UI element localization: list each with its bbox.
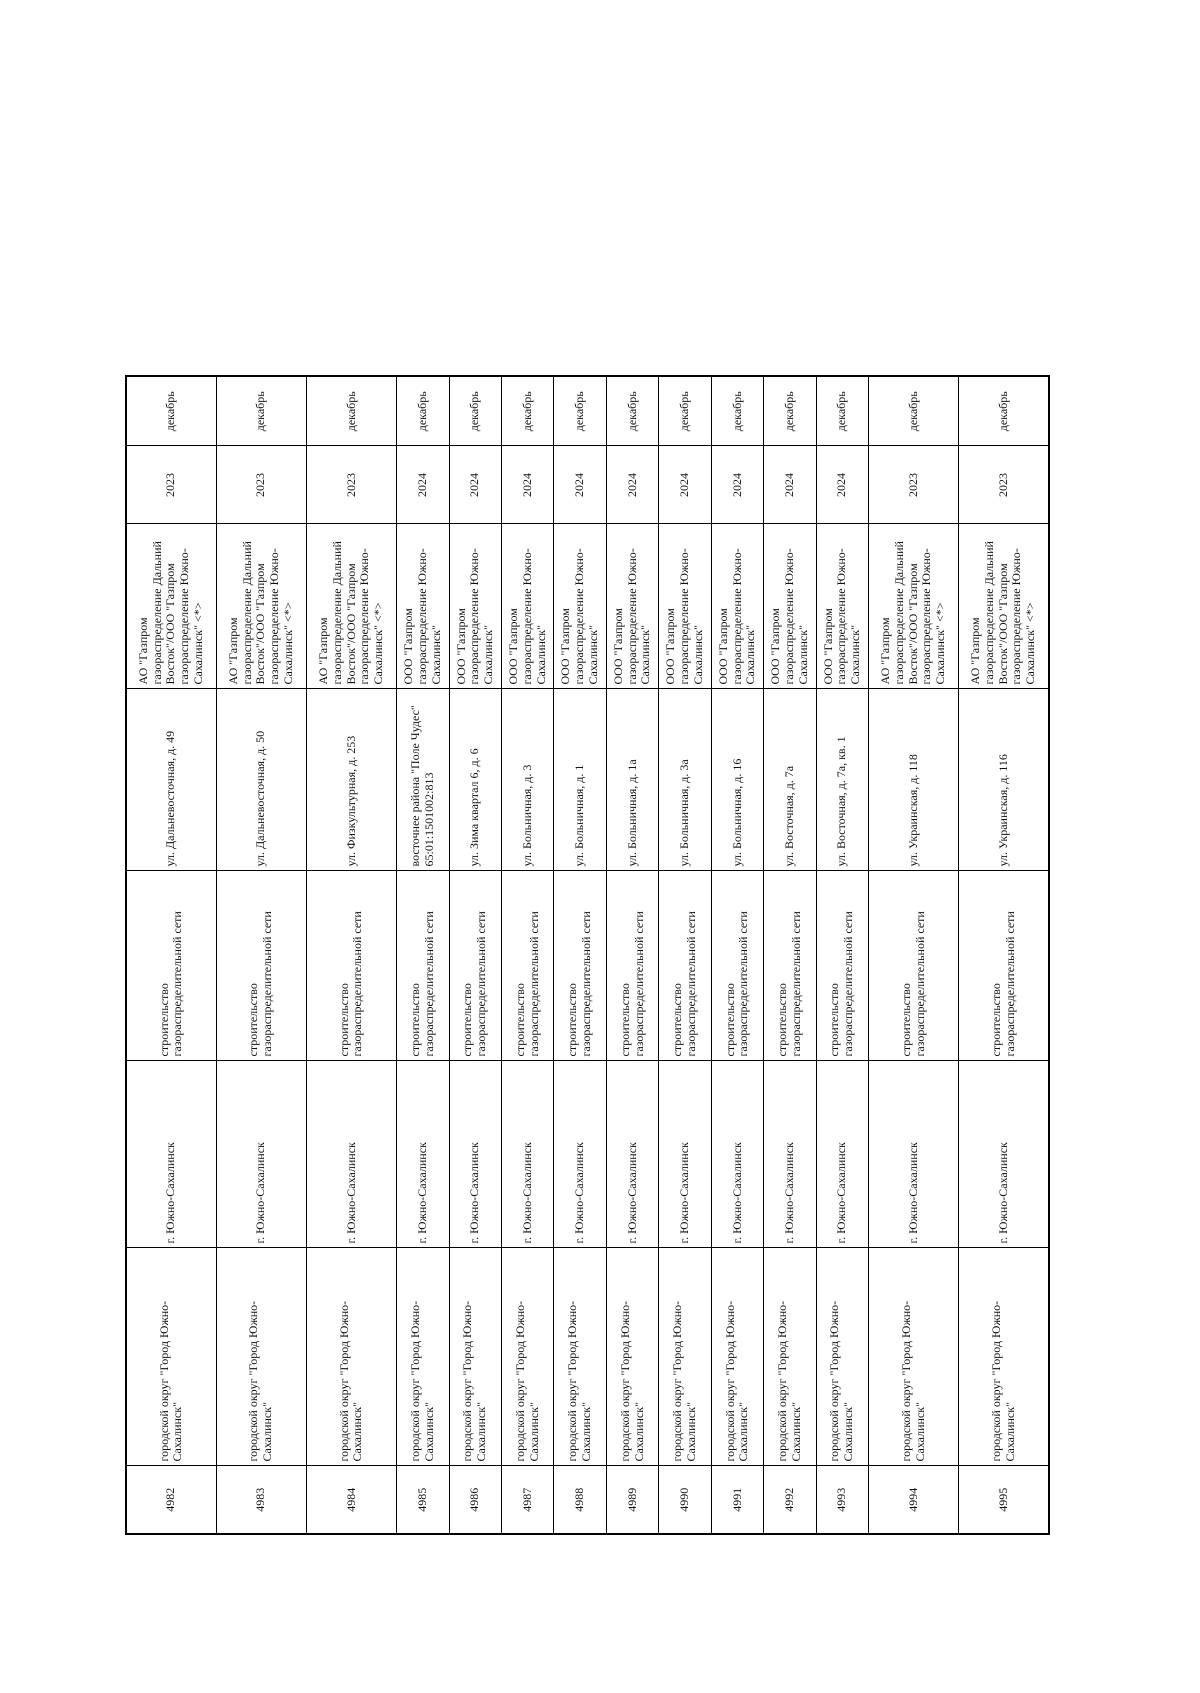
operator-cell: АО "Газпром газораспределение Дальний Восток"/ООО "Газпром газораспределение Южно-Сахалинск" <*>: [216, 524, 306, 689]
address-cell: ул. Восточная, д. 7а, кв. 1: [816, 689, 868, 871]
year-cell: 2023: [126, 446, 216, 524]
year-cell: 2024: [397, 446, 449, 524]
year-cell: 2023: [216, 446, 306, 524]
address-cell: ул. Больничная, д. 16: [711, 689, 763, 871]
locality-cell: г. Южно-Сахалинск: [959, 1061, 1049, 1248]
year-cell: 2024: [501, 446, 553, 524]
municipality-cell: городской округ "Город Южно-Сахалинск": [606, 1248, 658, 1466]
address-cell: ул. Физкультурная, д. 253: [306, 689, 396, 871]
row-number-cell: 4994: [869, 1466, 959, 1534]
municipality-cell: городской округ "Город Южно-Сахалинск": [501, 1248, 553, 1466]
municipality-cell: городской округ "Город Южно-Сахалинск": [959, 1248, 1049, 1466]
month-cell: декабрь: [126, 376, 216, 446]
locality-cell: г. Южно-Сахалинск: [711, 1061, 763, 1248]
table-row: [449, 376, 501, 1534]
work-type-cell: строительство газораспределительной сети: [659, 871, 711, 1061]
operator-cell: АО "Газпром газораспределение Дальний Восток"/ООО "Газпром газораспределение Южно-Сахалинск" <*>: [869, 524, 959, 689]
locality-cell: г. Южно-Сахалинск: [126, 1061, 216, 1248]
row-number-cell: 4985: [397, 1466, 449, 1534]
row-number-cell: 4992: [764, 1466, 816, 1534]
address-cell: ул. Дальневосточная, д. 49: [126, 689, 216, 871]
work-type-cell: строительство газораспределительной сети: [126, 871, 216, 1061]
table-row: [554, 376, 606, 1534]
work-type-cell: строительство газораспределительной сети: [711, 871, 763, 1061]
month-cell: декабрь: [959, 376, 1049, 446]
municipality-cell: городской округ "Город Южно-Сахалинск": [764, 1248, 816, 1466]
work-type-cell: строительство газораспределительной сети: [449, 871, 501, 1061]
address-cell: ул. Украинская, д. 116: [959, 689, 1049, 871]
locality-cell: г. Южно-Сахалинск: [764, 1061, 816, 1248]
operator-cell: ООО "Газпром газораспределение Южно-Сахалинск": [711, 524, 763, 689]
table-row: [397, 376, 449, 1534]
row-number-cell: 4991: [711, 1466, 763, 1534]
municipality-cell: городской округ "Город Южно-Сахалинск": [659, 1248, 711, 1466]
row-number-cell: 4995: [959, 1466, 1049, 1534]
operator-cell: ООО "Газпром газораспределение Южно-Сахалинск": [659, 524, 711, 689]
year-cell: 2024: [659, 446, 711, 524]
work-type-cell: строительство газораспределительной сети: [216, 871, 306, 1061]
operator-cell: АО "Газпром газораспределение Дальний Восток"/ООО "Газпром газораспределение Южно-Сахалинск" <*>: [126, 524, 216, 689]
year-cell: 2023: [306, 446, 396, 524]
municipality-cell: городской округ "Город Южно-Сахалинск": [449, 1248, 501, 1466]
table-row: [659, 376, 711, 1534]
row-number-cell: 4990: [659, 1466, 711, 1534]
address-cell: ул. Больничная, д. 3а: [659, 689, 711, 871]
municipality-cell: городской округ "Город Южно-Сахалинск": [397, 1248, 449, 1466]
table-row: [606, 376, 658, 1534]
address-cell: ул. Украинская, д. 118: [869, 689, 959, 871]
table-row: [959, 376, 1049, 1534]
municipality-cell: городской округ "Город Южно-Сахалинск": [711, 1248, 763, 1466]
address-cell: ул. Зима квартал 6, д. 6: [449, 689, 501, 871]
operator-cell: АО "Газпром газораспределение Дальний Восток"/ООО "Газпром газораспределение Южно-Сахалинск" <*>: [306, 524, 396, 689]
year-cell: 2023: [959, 446, 1049, 524]
locality-cell: г. Южно-Сахалинск: [397, 1061, 449, 1248]
address-cell: ул. Больничная, д. 1а: [606, 689, 658, 871]
municipality-cell: городской округ "Город Южно-Сахалинск": [306, 1248, 396, 1466]
address-cell: ул. Дальневосточная, д. 50: [216, 689, 306, 871]
work-type-cell: строительство газораспределительной сети: [501, 871, 553, 1061]
address-cell: ул. Больничная, д. 3: [501, 689, 553, 871]
work-type-cell: строительство газораспределительной сети: [869, 871, 959, 1061]
row-number-cell: 4988: [554, 1466, 606, 1534]
locality-cell: г. Южно-Сахалинск: [216, 1061, 306, 1248]
year-cell: 2024: [554, 446, 606, 524]
month-cell: декабрь: [501, 376, 553, 446]
work-type-cell: строительство газораспределительной сети: [606, 871, 658, 1061]
table-row: [764, 376, 816, 1534]
operator-cell: ООО "Газпром газораспределение Южно-Сахалинск": [554, 524, 606, 689]
year-cell: 2024: [816, 446, 868, 524]
month-cell: декабрь: [216, 376, 306, 446]
municipality-cell: городской округ "Город Южно-Сахалинск": [816, 1248, 868, 1466]
address-cell: ул. Восточная, д. 7а: [764, 689, 816, 871]
table-row: [711, 376, 763, 1534]
table-body: [126, 376, 1049, 1534]
operator-cell: ООО "Газпром газораспределение Южно-Сахалинск": [816, 524, 868, 689]
row-number-cell: 4982: [126, 1466, 216, 1534]
locality-cell: г. Южно-Сахалинск: [306, 1061, 396, 1248]
locality-cell: г. Южно-Сахалинск: [554, 1061, 606, 1248]
table-row: [126, 376, 216, 1534]
month-cell: декабрь: [397, 376, 449, 446]
month-cell: декабрь: [869, 376, 959, 446]
table-row: [501, 376, 553, 1534]
work-type-cell: строительство газораспределительной сети: [306, 871, 396, 1061]
row-number-cell: 4983: [216, 1466, 306, 1534]
month-cell: декабрь: [554, 376, 606, 446]
municipality-cell: городской округ "Город Южно-Сахалинск": [554, 1248, 606, 1466]
gasification-registry-table: [125, 375, 1050, 1535]
address-cell: восточнее района "Поле Чудес" 65:01:1501002:813: [397, 689, 449, 871]
locality-cell: г. Южно-Сахалинск: [501, 1061, 553, 1248]
operator-cell: АО "Газпром газораспределение Дальний Восток"/ООО "Газпром газораспределение Южно-Сахалинск" <*>: [959, 524, 1049, 689]
rotated-table-page: [125, 377, 1050, 1535]
row-number-cell: 4989: [606, 1466, 658, 1534]
row-number-cell: 4987: [501, 1466, 553, 1534]
operator-cell: ООО "Газпром газораспределение Южно-Сахалинск": [764, 524, 816, 689]
municipality-cell: городской округ "Город Южно-Сахалинск": [126, 1248, 216, 1466]
operator-cell: ООО "Газпром газораспределение Южно-Сахалинск": [397, 524, 449, 689]
work-type-cell: строительство газораспределительной сети: [764, 871, 816, 1061]
row-number-cell: 4993: [816, 1466, 868, 1534]
month-cell: декабрь: [306, 376, 396, 446]
work-type-cell: строительство газораспределительной сети: [816, 871, 868, 1061]
locality-cell: г. Южно-Сахалинск: [659, 1061, 711, 1248]
address-cell: ул. Больничная, д. 1: [554, 689, 606, 871]
locality-cell: г. Южно-Сахалинск: [869, 1061, 959, 1248]
work-type-cell: строительство газораспределительной сети: [397, 871, 449, 1061]
year-cell: 2023: [869, 446, 959, 524]
table-row: [216, 376, 306, 1534]
month-cell: декабрь: [449, 376, 501, 446]
locality-cell: г. Южно-Сахалинск: [816, 1061, 868, 1248]
municipality-cell: городской округ "Город Южно-Сахалинск": [216, 1248, 306, 1466]
table-row: [816, 376, 868, 1534]
table-row: [306, 376, 396, 1534]
row-number-cell: 4984: [306, 1466, 396, 1534]
municipality-cell: городской округ "Город Южно-Сахалинск": [869, 1248, 959, 1466]
work-type-cell: строительство газораспределительной сети: [959, 871, 1049, 1061]
year-cell: 2024: [764, 446, 816, 524]
month-cell: декабрь: [764, 376, 816, 446]
year-cell: 2024: [606, 446, 658, 524]
month-cell: декабрь: [711, 376, 763, 446]
month-cell: декабрь: [816, 376, 868, 446]
month-cell: декабрь: [659, 376, 711, 446]
operator-cell: ООО "Газпром газораспределение Южно-Сахалинск": [606, 524, 658, 689]
year-cell: 2024: [711, 446, 763, 524]
locality-cell: г. Южно-Сахалинск: [449, 1061, 501, 1248]
row-number-cell: 4986: [449, 1466, 501, 1534]
locality-cell: г. Южно-Сахалинск: [606, 1061, 658, 1248]
operator-cell: ООО "Газпром газораспределение Южно-Сахалинск": [501, 524, 553, 689]
work-type-cell: строительство газораспределительной сети: [554, 871, 606, 1061]
month-cell: декабрь: [606, 376, 658, 446]
operator-cell: ООО "Газпром газораспределение Южно-Сахалинск": [449, 524, 501, 689]
year-cell: 2024: [449, 446, 501, 524]
table-row: [869, 376, 959, 1534]
